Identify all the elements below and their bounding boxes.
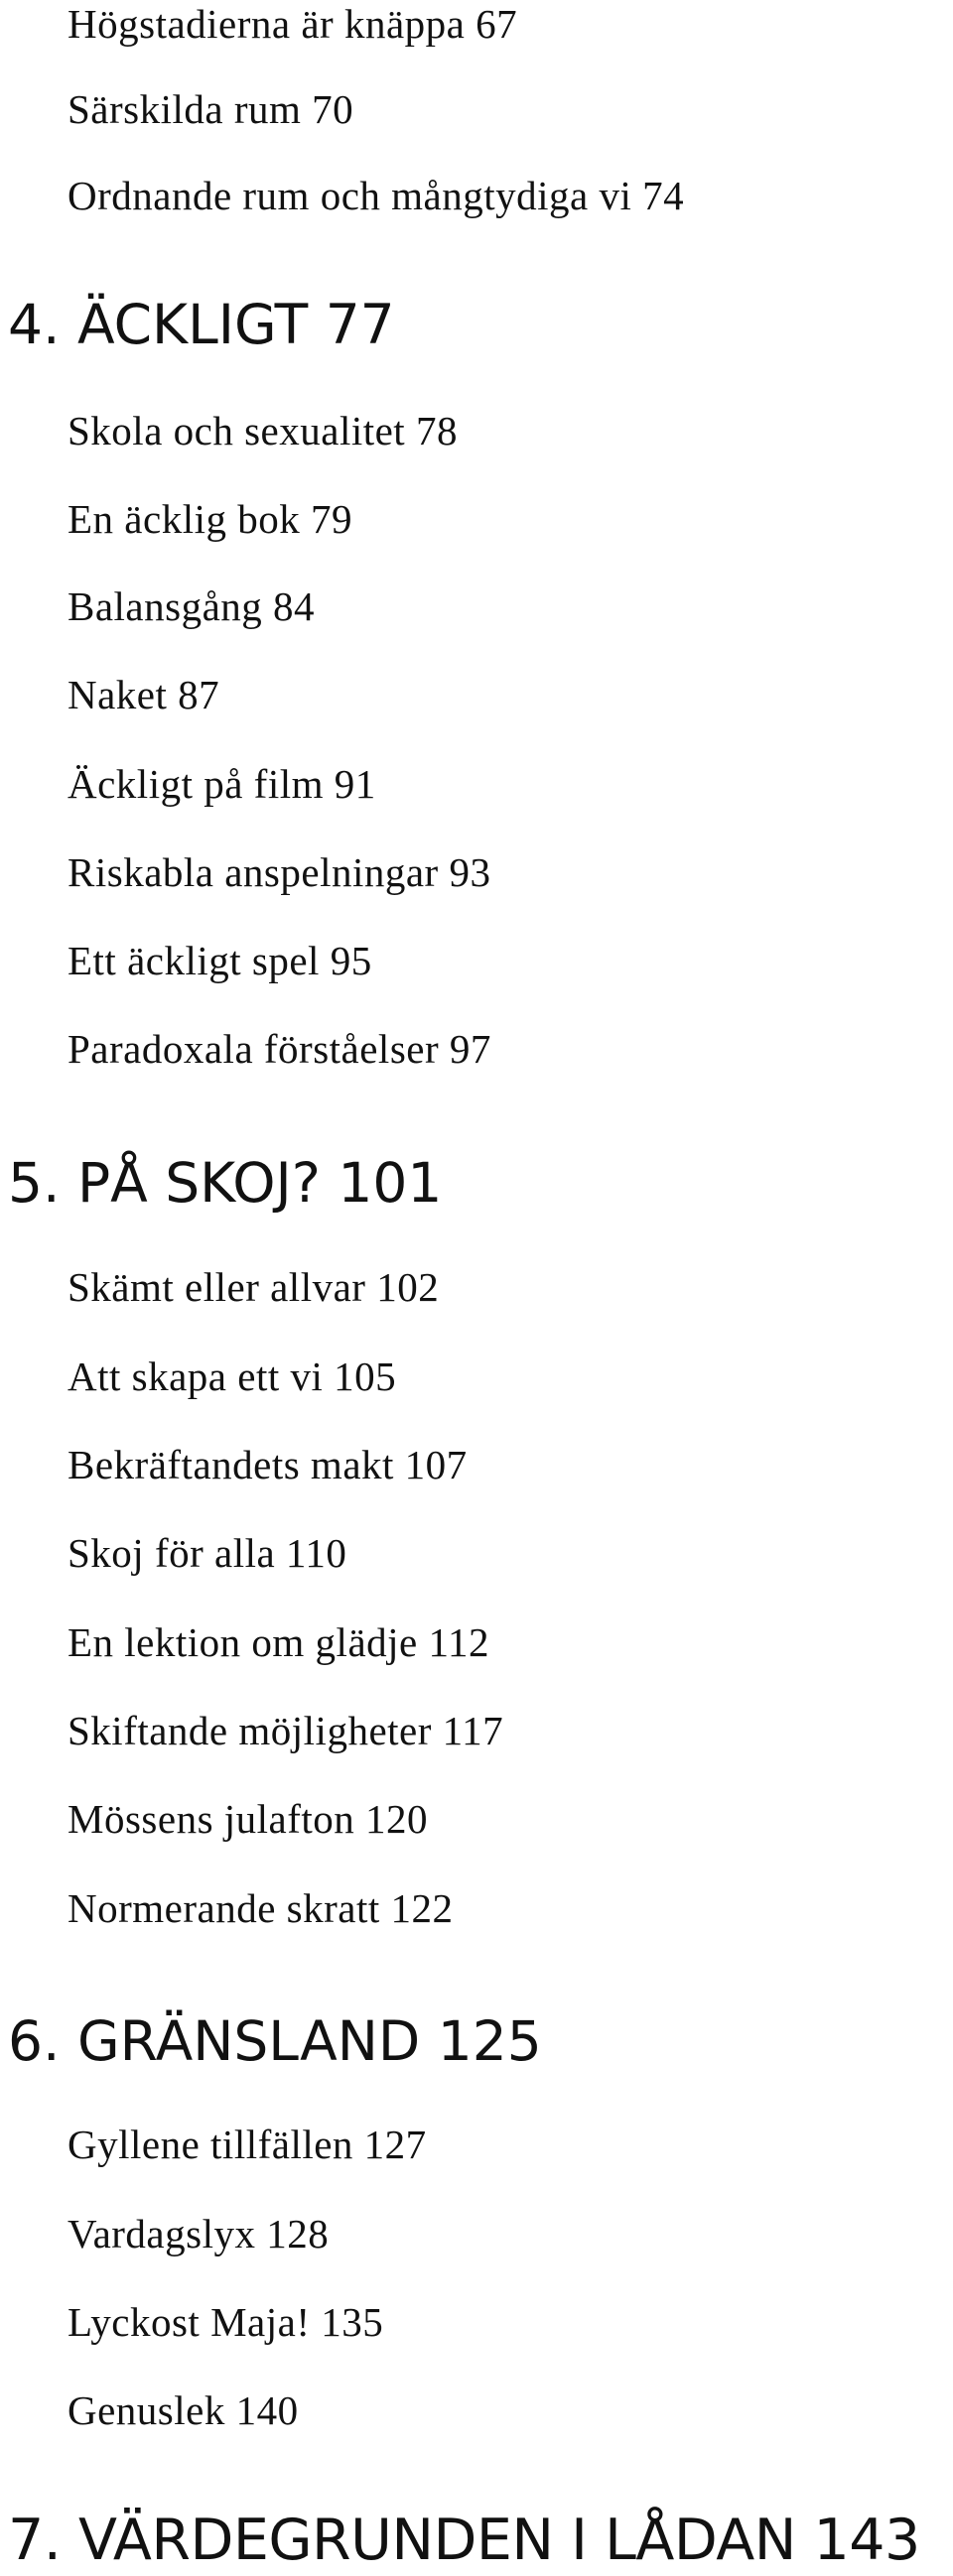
toc-entry: Mössens julafton 120 (68, 1796, 429, 1842)
chapter-heading: 5. PÅ SKOJ? 101 (8, 1151, 443, 1215)
toc-entry: Skiftande möjligheter 117 (68, 1708, 504, 1753)
toc-entry: Särskilda rum 70 (68, 86, 354, 132)
toc-entry: Skoj för alla 110 (68, 1530, 347, 1576)
toc-entry: Skämt eller allvar 102 (68, 1264, 440, 1310)
toc-entry: Att skapa ett vi 105 (68, 1353, 397, 1399)
chapter-heading: 6. GRÄNSLAND 125 (8, 2009, 542, 2073)
toc-entry: En lektion om glädje 112 (68, 1619, 489, 1665)
toc-entry: Skola och sexualitet 78 (68, 408, 458, 453)
toc-entry: Ett äckligt spel 95 (68, 938, 372, 983)
toc-entry: Bekräftandets makt 107 (68, 1442, 468, 1487)
toc-entry: Lyckost Maja! 135 (68, 2299, 384, 2345)
chapter-heading: 7. VÄRDEGRUNDEN I LÅDAN 143 (8, 2508, 920, 2573)
toc-entry: Ordnande rum och mångtydiga vi 74 (68, 173, 685, 218)
chapter-heading: 4. ÄCKLIGT 77 (8, 293, 395, 356)
toc-entry: Normerande skratt 122 (68, 1885, 454, 1931)
toc-entry: Riskabla anspelningar 93 (68, 849, 491, 895)
toc-entry: Högstadierna är knäppa 67 (68, 1, 518, 47)
toc-entry: Paradoxala förståelser 97 (68, 1026, 491, 1072)
toc-entry: Gyllene tillfällen 127 (68, 2122, 427, 2167)
toc-entry: Vardagslyx 128 (68, 2211, 330, 2256)
toc-entry: Balansgång 84 (68, 583, 316, 629)
toc-entry: Genuslek 140 (68, 2387, 299, 2433)
toc-entry: Naket 87 (68, 672, 220, 717)
toc-entry: Äckligt på film 91 (68, 761, 376, 807)
toc-entry: En äcklig bok 79 (68, 496, 352, 542)
